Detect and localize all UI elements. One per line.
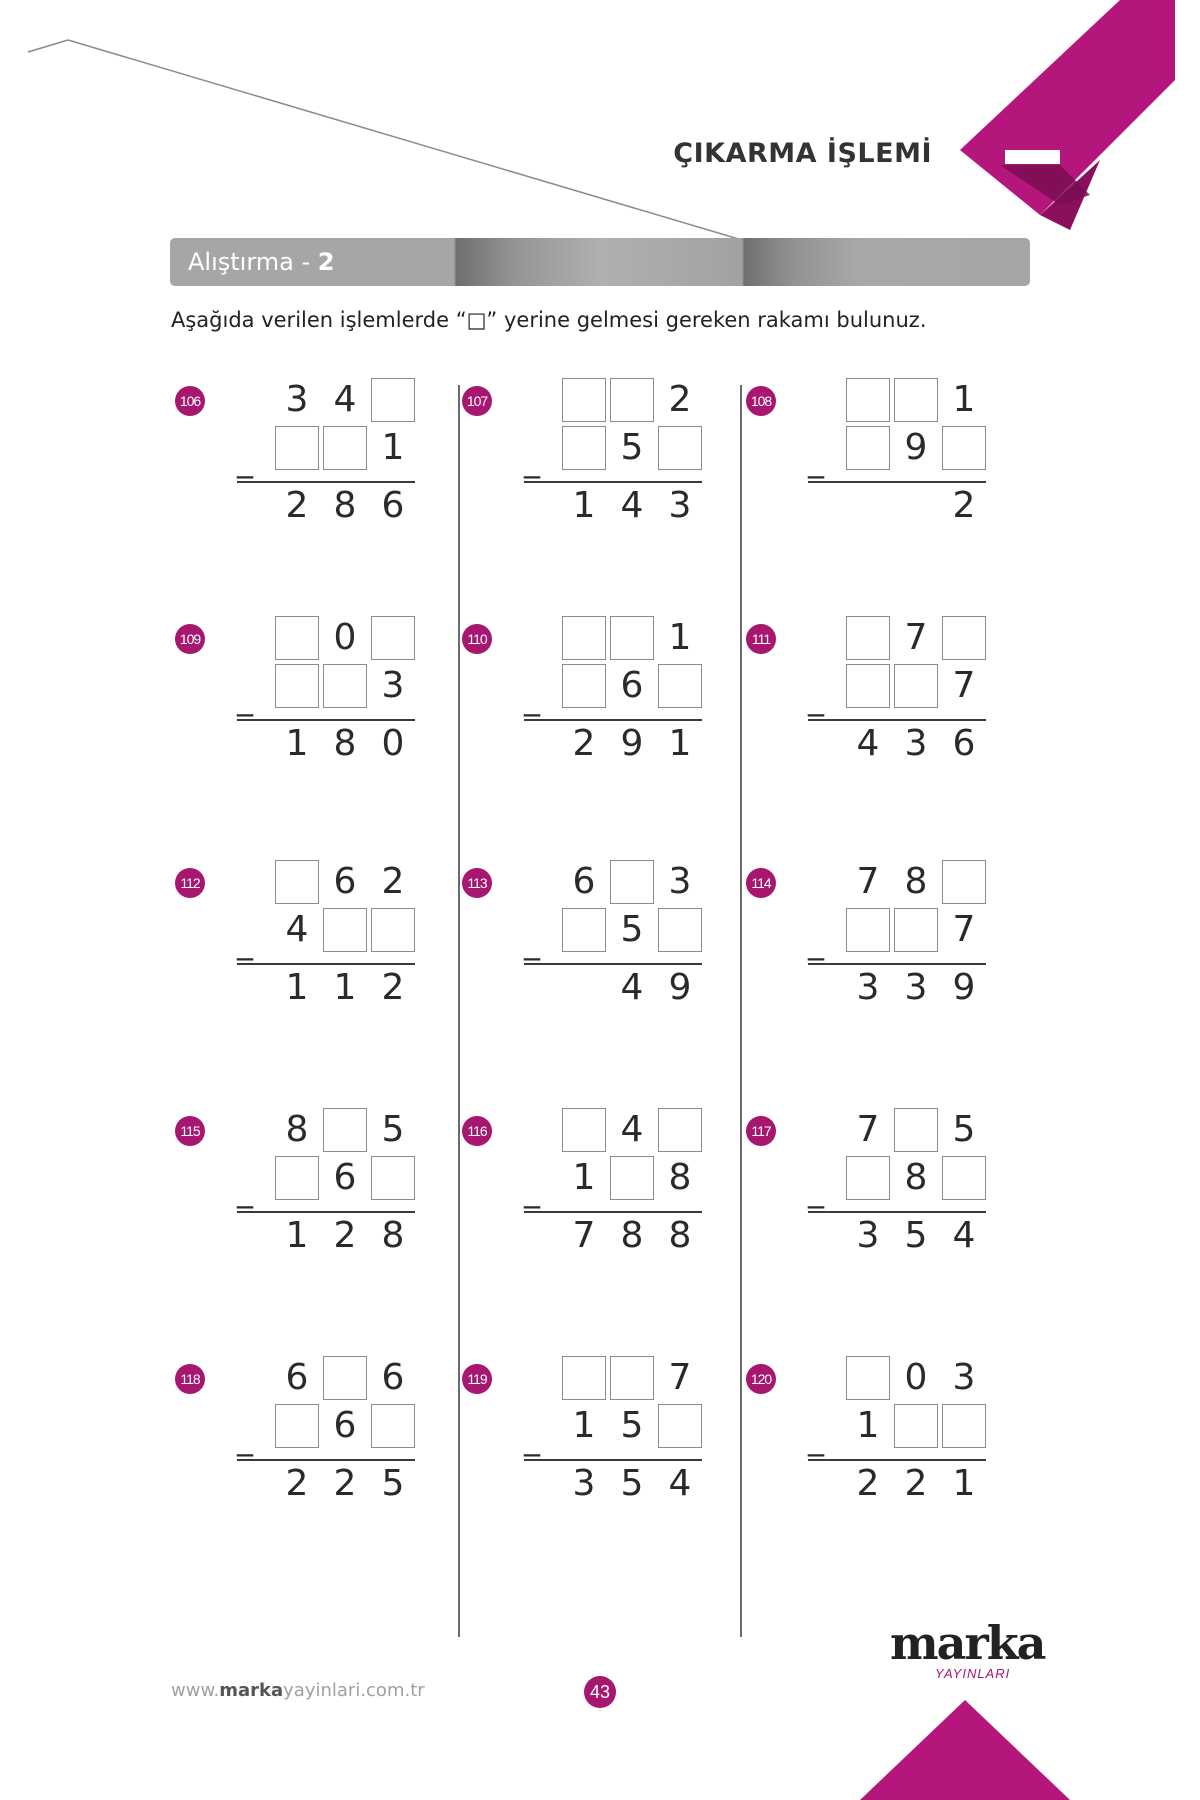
bottom-row: [846, 1404, 986, 1448]
problem-number: 111: [746, 624, 776, 654]
top-digit: 3: [285, 379, 309, 420]
minus-sign: _: [237, 923, 253, 961]
top-digit: 5: [952, 1109, 976, 1150]
bottom-digit: 3: [381, 665, 405, 706]
problem: [746, 378, 986, 578]
exercise-bar: [170, 238, 1030, 286]
answer-box[interactable]: [942, 860, 986, 904]
answer-box[interactable]: [275, 664, 319, 708]
instruction-text: Aşağıda verilen işlemlerde “□” yerine gelmesi gereken rakamı bulunuz.: [171, 308, 927, 332]
result-line: [524, 1211, 702, 1213]
bottom-row: [846, 426, 986, 470]
answer-box[interactable]: [275, 1404, 319, 1448]
minus-sign: _: [808, 1171, 824, 1209]
result-digit: 4: [668, 1463, 692, 1504]
answer-box[interactable]: [323, 908, 367, 952]
top-row: [562, 616, 702, 660]
top-digit: 1: [668, 617, 692, 658]
minus-sign: _: [808, 923, 824, 961]
bottom-row: [562, 908, 702, 952]
answer-box[interactable]: [371, 1404, 415, 1448]
result-row: [562, 484, 702, 528]
result-line: [524, 1459, 702, 1461]
answer-box[interactable]: [846, 378, 890, 422]
result-line: [808, 1459, 986, 1461]
minus-sign: _: [808, 679, 824, 717]
bottom-row: [275, 1156, 415, 1200]
url-suffix: yayinlari.com.tr: [283, 1680, 425, 1701]
result-digit: 4: [952, 1215, 976, 1256]
bottom-row: [846, 1156, 986, 1200]
url-brand: marka: [219, 1680, 284, 1701]
result-line: [524, 481, 702, 483]
result-line: [237, 719, 415, 721]
top-row: [846, 616, 986, 660]
problem: [175, 1108, 415, 1308]
result-digit: 0: [381, 723, 405, 764]
result-digit: 2: [904, 1463, 928, 1504]
bottom-digit: 4: [285, 909, 309, 950]
problem-number: 117: [746, 1116, 776, 1146]
bottom-digit: 9: [904, 427, 928, 468]
problem: [746, 860, 986, 1060]
result-digit: 8: [333, 723, 357, 764]
problem-number: 120: [746, 1364, 776, 1394]
result-row: [275, 1462, 415, 1506]
problem-number: 119: [462, 1364, 492, 1394]
answer-box[interactable]: [275, 860, 319, 904]
answer-box[interactable]: [323, 1108, 367, 1152]
answer-box[interactable]: [610, 860, 654, 904]
result-row: [275, 966, 415, 1010]
footer-url[interactable]: [171, 1680, 425, 1701]
problem: [462, 616, 702, 816]
top-digit: 6: [333, 861, 357, 902]
answer-box[interactable]: [658, 664, 702, 708]
result-row: [562, 1214, 702, 1258]
answer-box[interactable]: [942, 1156, 986, 1200]
bottom-row: [562, 426, 702, 470]
answer-box[interactable]: [323, 1356, 367, 1400]
answer-box[interactable]: [894, 378, 938, 422]
top-row: [275, 1356, 415, 1400]
top-row: [562, 1356, 702, 1400]
top-digit: 1: [952, 379, 976, 420]
bottom-digit: 7: [952, 909, 976, 950]
minus-sign: _: [524, 1419, 540, 1457]
result-line: [808, 1211, 986, 1213]
problem-number: 113: [462, 868, 492, 898]
bottom-row: [562, 664, 702, 708]
result-digit: 3: [904, 967, 928, 1008]
top-digit: 5: [381, 1109, 405, 1150]
problem: [175, 1356, 415, 1556]
result-line: [237, 481, 415, 483]
result-digit: 8: [333, 485, 357, 526]
top-digit: 2: [668, 379, 692, 420]
problem: [462, 378, 702, 578]
result-digit: 2: [856, 1463, 880, 1504]
top-digit: 7: [856, 1109, 880, 1150]
answer-box[interactable]: [610, 1356, 654, 1400]
result-row: [275, 722, 415, 766]
column-divider: [458, 385, 460, 1637]
column-divider: [740, 385, 742, 1637]
bottom-row: [562, 1404, 702, 1448]
result-digit: 4: [620, 485, 644, 526]
result-row: [275, 484, 415, 528]
top-row: [562, 378, 702, 422]
bottom-digit: 5: [620, 909, 644, 950]
result-digit: [894, 484, 938, 528]
top-row: [275, 616, 415, 660]
bottom-digit: 6: [333, 1405, 357, 1446]
result-line: [808, 963, 986, 965]
top-digit: 7: [856, 861, 880, 902]
minus-sign: _: [237, 679, 253, 717]
result-digit: 2: [333, 1463, 357, 1504]
bottom-row: [846, 664, 986, 708]
answer-box[interactable]: [846, 664, 890, 708]
answer-box[interactable]: [894, 664, 938, 708]
brand-logo-sub: YAYINLARI: [935, 1666, 1011, 1681]
result-digit: 3: [856, 967, 880, 1008]
problem: [175, 378, 415, 578]
problem: [175, 616, 415, 816]
result-digit: 4: [856, 723, 880, 764]
bottom-digit: 1: [572, 1157, 596, 1198]
problem: [462, 1108, 702, 1308]
result-line: [524, 963, 702, 965]
result-row: [846, 722, 986, 766]
bottom-digit: 6: [620, 665, 644, 706]
top-digit: 2: [381, 861, 405, 902]
result-digit: 8: [668, 1215, 692, 1256]
header-accent-dash: [1005, 150, 1060, 164]
bottom-digit: 6: [333, 1157, 357, 1198]
answer-box[interactable]: [658, 1404, 702, 1448]
result-digit: 6: [381, 485, 405, 526]
top-digit: 6: [572, 861, 596, 902]
answer-box[interactable]: [846, 616, 890, 660]
bottom-digit: 5: [620, 1405, 644, 1446]
result-digit: 3: [572, 1463, 596, 1504]
top-row: [275, 860, 415, 904]
problem-number: 107: [462, 386, 492, 416]
answer-box[interactable]: [562, 616, 606, 660]
bottom-digit: 1: [381, 427, 405, 468]
result-digit: 2: [333, 1215, 357, 1256]
top-digit: 4: [333, 379, 357, 420]
result-digit: 3: [904, 723, 928, 764]
problem-number: 114: [746, 868, 776, 898]
result-digit: 1: [285, 1215, 309, 1256]
answer-box[interactable]: [658, 426, 702, 470]
bottom-row: [275, 1404, 415, 1448]
result-digit: 1: [668, 723, 692, 764]
problem: [746, 1108, 986, 1308]
top-digit: 6: [285, 1357, 309, 1398]
bottom-digit: 8: [668, 1157, 692, 1198]
result-digit: 2: [572, 723, 596, 764]
top-digit: 0: [333, 617, 357, 658]
result-digit: [562, 966, 606, 1010]
result-line: [237, 1211, 415, 1213]
answer-box[interactable]: [562, 1108, 606, 1152]
bottom-digit: 5: [620, 427, 644, 468]
top-row: [275, 378, 415, 422]
problem-number: 109: [175, 624, 205, 654]
bottom-row: [562, 1156, 702, 1200]
minus-sign: _: [237, 1419, 253, 1457]
result-digit: 4: [620, 967, 644, 1008]
result-row: [562, 722, 702, 766]
result-digit: 3: [668, 485, 692, 526]
answer-box[interactable]: [610, 616, 654, 660]
answer-box[interactable]: [610, 378, 654, 422]
result-digit: 9: [952, 967, 976, 1008]
top-row: [562, 860, 702, 904]
answer-box[interactable]: [275, 426, 319, 470]
result-digit: 8: [381, 1215, 405, 1256]
result-digit: 1: [572, 485, 596, 526]
url-prefix: www.: [171, 1680, 220, 1701]
result-digit: 2: [285, 485, 309, 526]
result-digit: 2: [285, 1463, 309, 1504]
result-row: [562, 966, 702, 1010]
top-digit: 8: [285, 1109, 309, 1150]
exercise-number: 2: [317, 248, 335, 276]
top-row: [562, 1108, 702, 1152]
top-digit: 3: [668, 861, 692, 902]
answer-box[interactable]: [846, 426, 890, 470]
result-digit: 3: [856, 1215, 880, 1256]
bottom-row: [275, 908, 415, 952]
result-digit: 1: [333, 967, 357, 1008]
top-row: [846, 860, 986, 904]
answer-box[interactable]: [942, 426, 986, 470]
answer-box[interactable]: [562, 378, 606, 422]
result-line: [808, 719, 986, 721]
result-digit: [846, 484, 890, 528]
answer-box[interactable]: [275, 616, 319, 660]
top-digit: 0: [904, 1357, 928, 1398]
minus-sign: _: [524, 441, 540, 479]
answer-box[interactable]: [371, 378, 415, 422]
problem-number: 116: [462, 1116, 492, 1146]
minus-sign: _: [524, 1171, 540, 1209]
top-digit: 8: [904, 861, 928, 902]
bottom-row: [275, 664, 415, 708]
bottom-digit: 1: [572, 1405, 596, 1446]
result-digit: 9: [620, 723, 644, 764]
minus-sign: _: [524, 679, 540, 717]
result-line: [237, 963, 415, 965]
result-digit: 1: [952, 1463, 976, 1504]
top-row: [275, 1108, 415, 1152]
top-digit: 4: [620, 1109, 644, 1150]
top-row: [846, 1108, 986, 1152]
problem: [746, 616, 986, 816]
problem-number: 108: [746, 386, 776, 416]
answer-box[interactable]: [562, 664, 606, 708]
answer-box[interactable]: [562, 426, 606, 470]
answer-box[interactable]: [562, 1356, 606, 1400]
result-line: [808, 481, 986, 483]
page-number: 43: [584, 1676, 616, 1708]
exercise-label: [188, 248, 335, 276]
result-digit: 8: [620, 1215, 644, 1256]
bottom-digit: 1: [856, 1405, 880, 1446]
result-digit: 9: [668, 967, 692, 1008]
result-row: [846, 1214, 986, 1258]
answer-box[interactable]: [894, 1108, 938, 1152]
answer-box[interactable]: [371, 616, 415, 660]
bottom-digit: 8: [904, 1157, 928, 1198]
answer-box[interactable]: [371, 1156, 415, 1200]
answer-box[interactable]: [942, 616, 986, 660]
result-digit: 5: [381, 1463, 405, 1504]
result-digit: 1: [285, 967, 309, 1008]
result-row: [562, 1462, 702, 1506]
footer-accent-shape: [860, 1700, 1070, 1800]
result-row: [846, 484, 986, 528]
result-digit: 6: [952, 723, 976, 764]
top-digit: 7: [904, 617, 928, 658]
answer-box[interactable]: [323, 426, 367, 470]
page-title: ÇIKARMA İŞLEMİ: [673, 138, 932, 169]
result-row: [275, 1214, 415, 1258]
top-digit: 7: [668, 1357, 692, 1398]
result-digit: 2: [952, 485, 976, 526]
exercise-label-text: Alıştırma -: [188, 248, 318, 276]
answer-box[interactable]: [658, 908, 702, 952]
top-row: [846, 378, 986, 422]
minus-sign: _: [808, 441, 824, 479]
result-line: [524, 719, 702, 721]
answer-box[interactable]: [323, 664, 367, 708]
brand-logo: marka: [890, 1616, 1045, 1670]
problem-number: 118: [175, 1364, 205, 1394]
result-row: [846, 966, 986, 1010]
problem: [462, 860, 702, 1060]
answer-box[interactable]: [894, 1404, 938, 1448]
answer-box[interactable]: [894, 908, 938, 952]
bottom-row: [846, 908, 986, 952]
minus-sign: _: [237, 1171, 253, 1209]
result-line: [237, 1459, 415, 1461]
result-digit: 1: [285, 723, 309, 764]
answer-box[interactable]: [658, 1108, 702, 1152]
minus-sign: _: [524, 923, 540, 961]
top-row: [846, 1356, 986, 1400]
result-digit: 7: [572, 1215, 596, 1256]
answer-box[interactable]: [846, 908, 890, 952]
bottom-digit: 7: [952, 665, 976, 706]
problem-number: 106: [175, 386, 205, 416]
bottom-row: [275, 426, 415, 470]
problem-number: 110: [462, 624, 492, 654]
result-digit: 5: [904, 1215, 928, 1256]
answer-box[interactable]: [846, 1356, 890, 1400]
problem-number: 115: [175, 1116, 205, 1146]
answer-box[interactable]: [846, 1156, 890, 1200]
answer-box[interactable]: [275, 1156, 319, 1200]
result-digit: 5: [620, 1463, 644, 1504]
problem: [175, 860, 415, 1060]
answer-box[interactable]: [610, 1156, 654, 1200]
minus-sign: _: [808, 1419, 824, 1457]
answer-box[interactable]: [371, 908, 415, 952]
top-digit: 6: [381, 1357, 405, 1398]
problem: [462, 1356, 702, 1556]
minus-sign: _: [237, 441, 253, 479]
top-digit: 3: [952, 1357, 976, 1398]
problem-number: 112: [175, 868, 205, 898]
result-row: [846, 1462, 986, 1506]
result-digit: 2: [381, 967, 405, 1008]
answer-box[interactable]: [562, 908, 606, 952]
answer-box[interactable]: [942, 1404, 986, 1448]
problem: [746, 1356, 986, 1556]
